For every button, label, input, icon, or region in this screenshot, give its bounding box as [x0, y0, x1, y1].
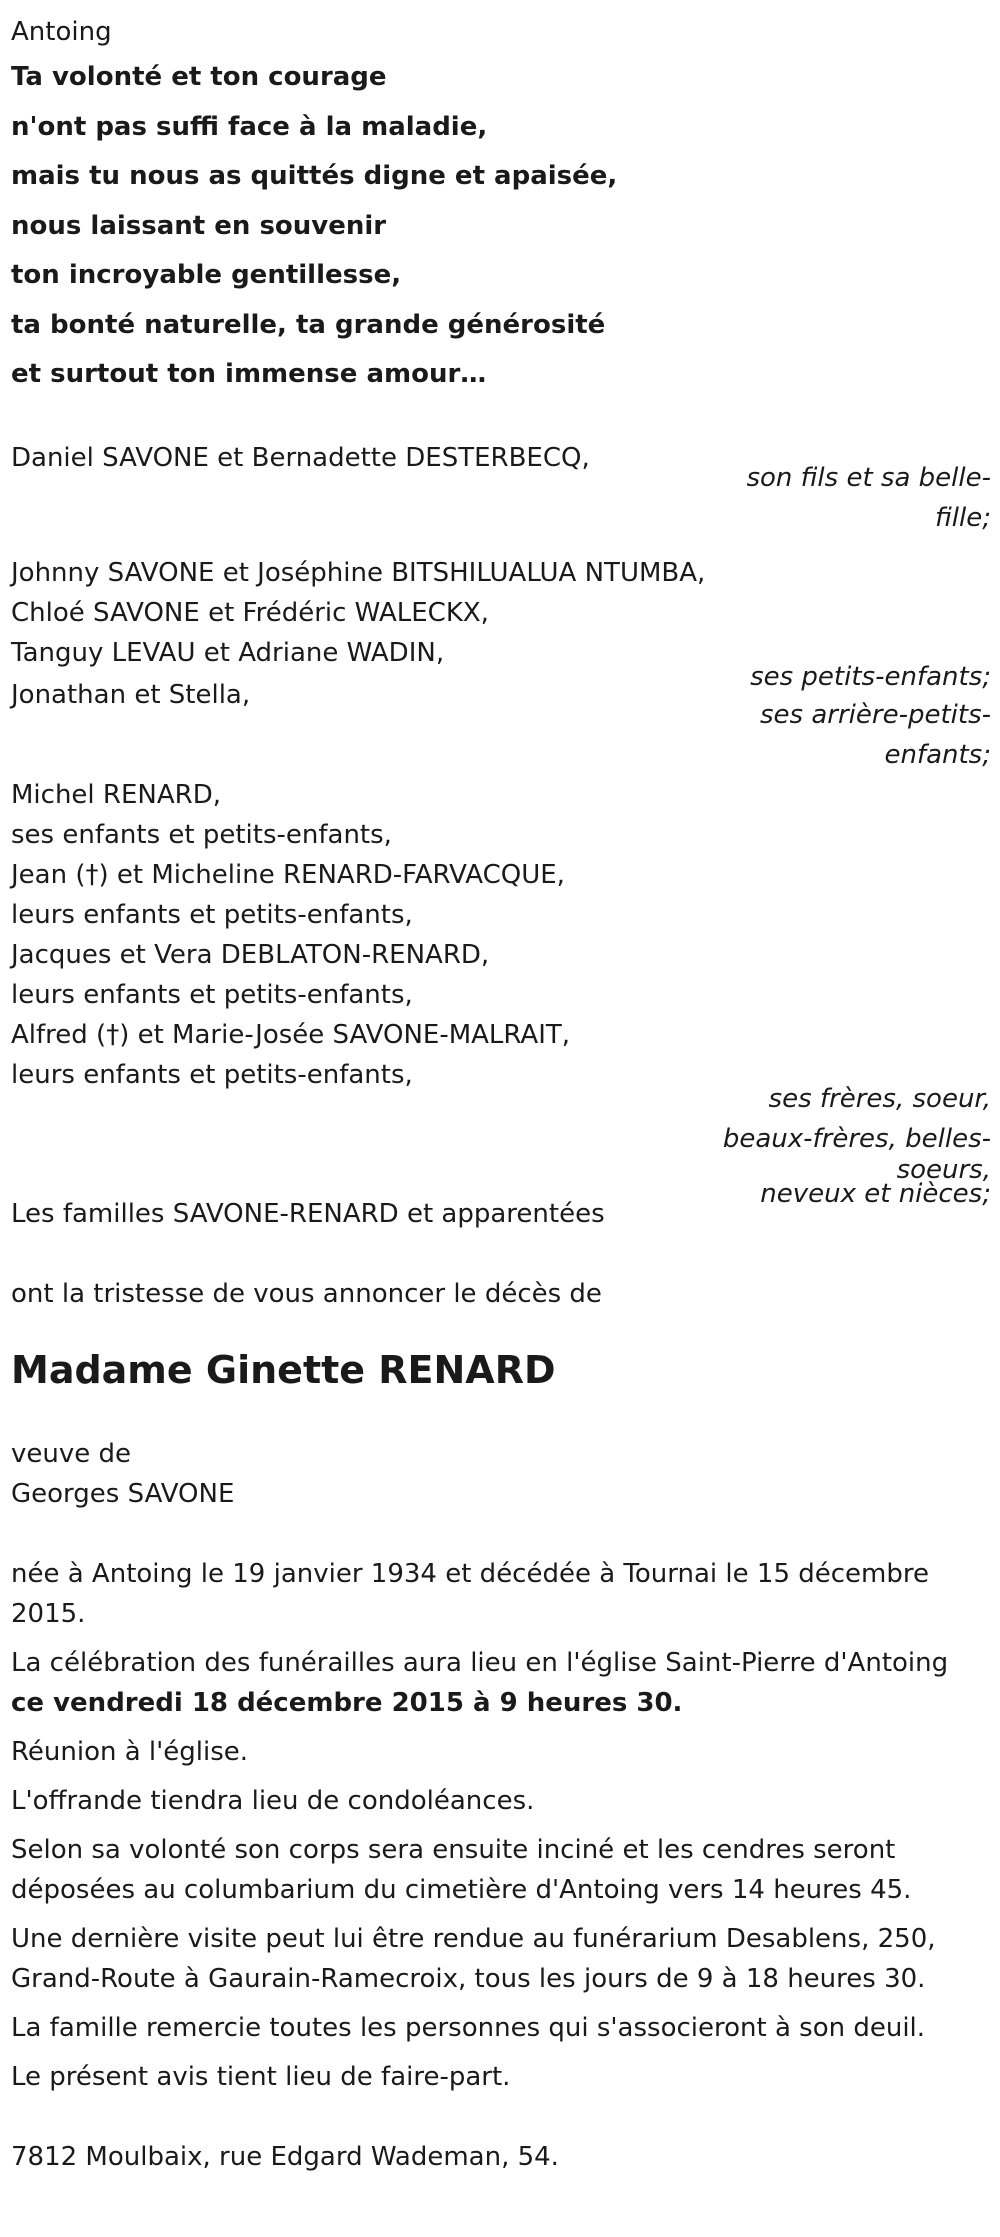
family-line: Chloé SAVONE et Frédéric WALECKX, [11, 597, 489, 628]
relation-line: soeurs, [896, 1154, 991, 1185]
widow-of [11, 1434, 991, 1514]
family-group-great-grandchildren [11, 675, 991, 770]
relation-line: ses petits-enfants; [750, 661, 991, 692]
families-general: Les familles SAVONE-RENARD et apparentées [11, 1198, 605, 1229]
poem-line: ta bonté naturelle, ta grande générosité [11, 309, 606, 340]
family-line: leurs enfants et petits-enfants, [11, 1059, 413, 1090]
poem-line: et surtout ton immense amour… [11, 359, 487, 389]
family-group-son [11, 438, 991, 533]
relation-label [701, 695, 991, 775]
family-line: Jonathan et Stella, [11, 679, 251, 710]
poem-line: mais tu nous as quittés digne et apaisée, [11, 161, 618, 191]
family-line: Jean (†) et Micheline RENARD-FARVACQUE, [11, 859, 565, 890]
relation-line: neveux et nièces; [760, 1178, 991, 1209]
relation-label [701, 458, 991, 538]
relation-line: ses frères, soeur, [768, 1083, 991, 1114]
funeral-info [11, 1643, 991, 1723]
obituary-notice [11, 12, 991, 2177]
family-group-siblings [11, 775, 991, 1209]
address: 7812 Moulbaix, rue Edgard Wademan, 54. [11, 2141, 559, 2172]
relation-line: beaux-frères, belles- [722, 1123, 991, 1154]
cremation-info: Selon sa volonté son corps sera ensuite inciné et les cendres seront déposées au columbarium du cimetière d'Antoing vers 14 heures 45. [11, 1834, 912, 1905]
funeral-text: La célébration des funérailles aura lieu en l'église Saint-Pierre d'Antoing [11, 1647, 949, 1678]
meeting-info: Réunion à l'église. [11, 1736, 249, 1767]
notice-info: Le présent avis tient lieu de faire-part. [11, 2061, 511, 2092]
visit-info: Une dernière visite peut lui être rendue au funérarium Desablens, 250, Grand-Route à Gaurain-Ramecroix, tous les jours de 9 à 18 heures 30. [11, 1923, 936, 1994]
relation-line: ses arrière-petits- [760, 699, 991, 730]
family-line: leurs enfants et petits-enfants, [11, 899, 413, 930]
deceased-name: Madame Ginette RENARD [11, 1347, 556, 1392]
funeral-date: ce vendredi 18 décembre 2015 à 9 heures 30. [11, 1687, 683, 1718]
location: Antoing [11, 17, 112, 47]
widow-of-label: veuve de [11, 1438, 132, 1469]
birth-death: née à Antoing le 19 janvier 1934 et décédée à Tournai le 15 décembre 2015. [11, 1558, 929, 1629]
thanks-info: La famille remercie toutes les personnes qui s'associeront à son deuil. [11, 2012, 926, 2043]
poem [11, 53, 991, 400]
relation-label [701, 1079, 991, 1209]
poem-line: Ta volonté et ton courage [11, 62, 387, 92]
family-line: Daniel SAVONE et Bernadette DESTERBECQ, [11, 442, 590, 473]
spouse-name: Georges SAVONE [11, 1478, 235, 1509]
poem-line: nous laissant en souvenir [11, 210, 387, 241]
family-line: Tanguy LEVAU et Adriane WADIN, [11, 637, 445, 668]
poem-line: n'ont pas suffi face à la maladie, [11, 111, 488, 142]
announcement: ont la tristesse de vous annoncer le décès de [11, 1278, 602, 1309]
relation-line: son fils et sa belle- [746, 462, 991, 493]
offering-info: L'offrande tiendra lieu de condoléances. [11, 1785, 535, 1816]
relation-line: fille; [935, 502, 991, 533]
family-line: Jacques et Vera DEBLATON-RENARD, [11, 939, 490, 970]
family-line: Alfred (†) et Marie-Josée SAVONE-MALRAIT, [11, 1019, 571, 1050]
relation-line: enfants; [884, 739, 991, 770]
family-line: Johnny SAVONE et Joséphine BITSHILUALUA NTUMBA, [11, 557, 706, 588]
poem-line: ton incroyable gentillesse, [11, 260, 402, 290]
family-line: Michel RENARD, [11, 779, 221, 810]
family-line: leurs enfants et petits-enfants, [11, 979, 413, 1010]
family-line: ses enfants et petits-enfants, [11, 819, 392, 850]
